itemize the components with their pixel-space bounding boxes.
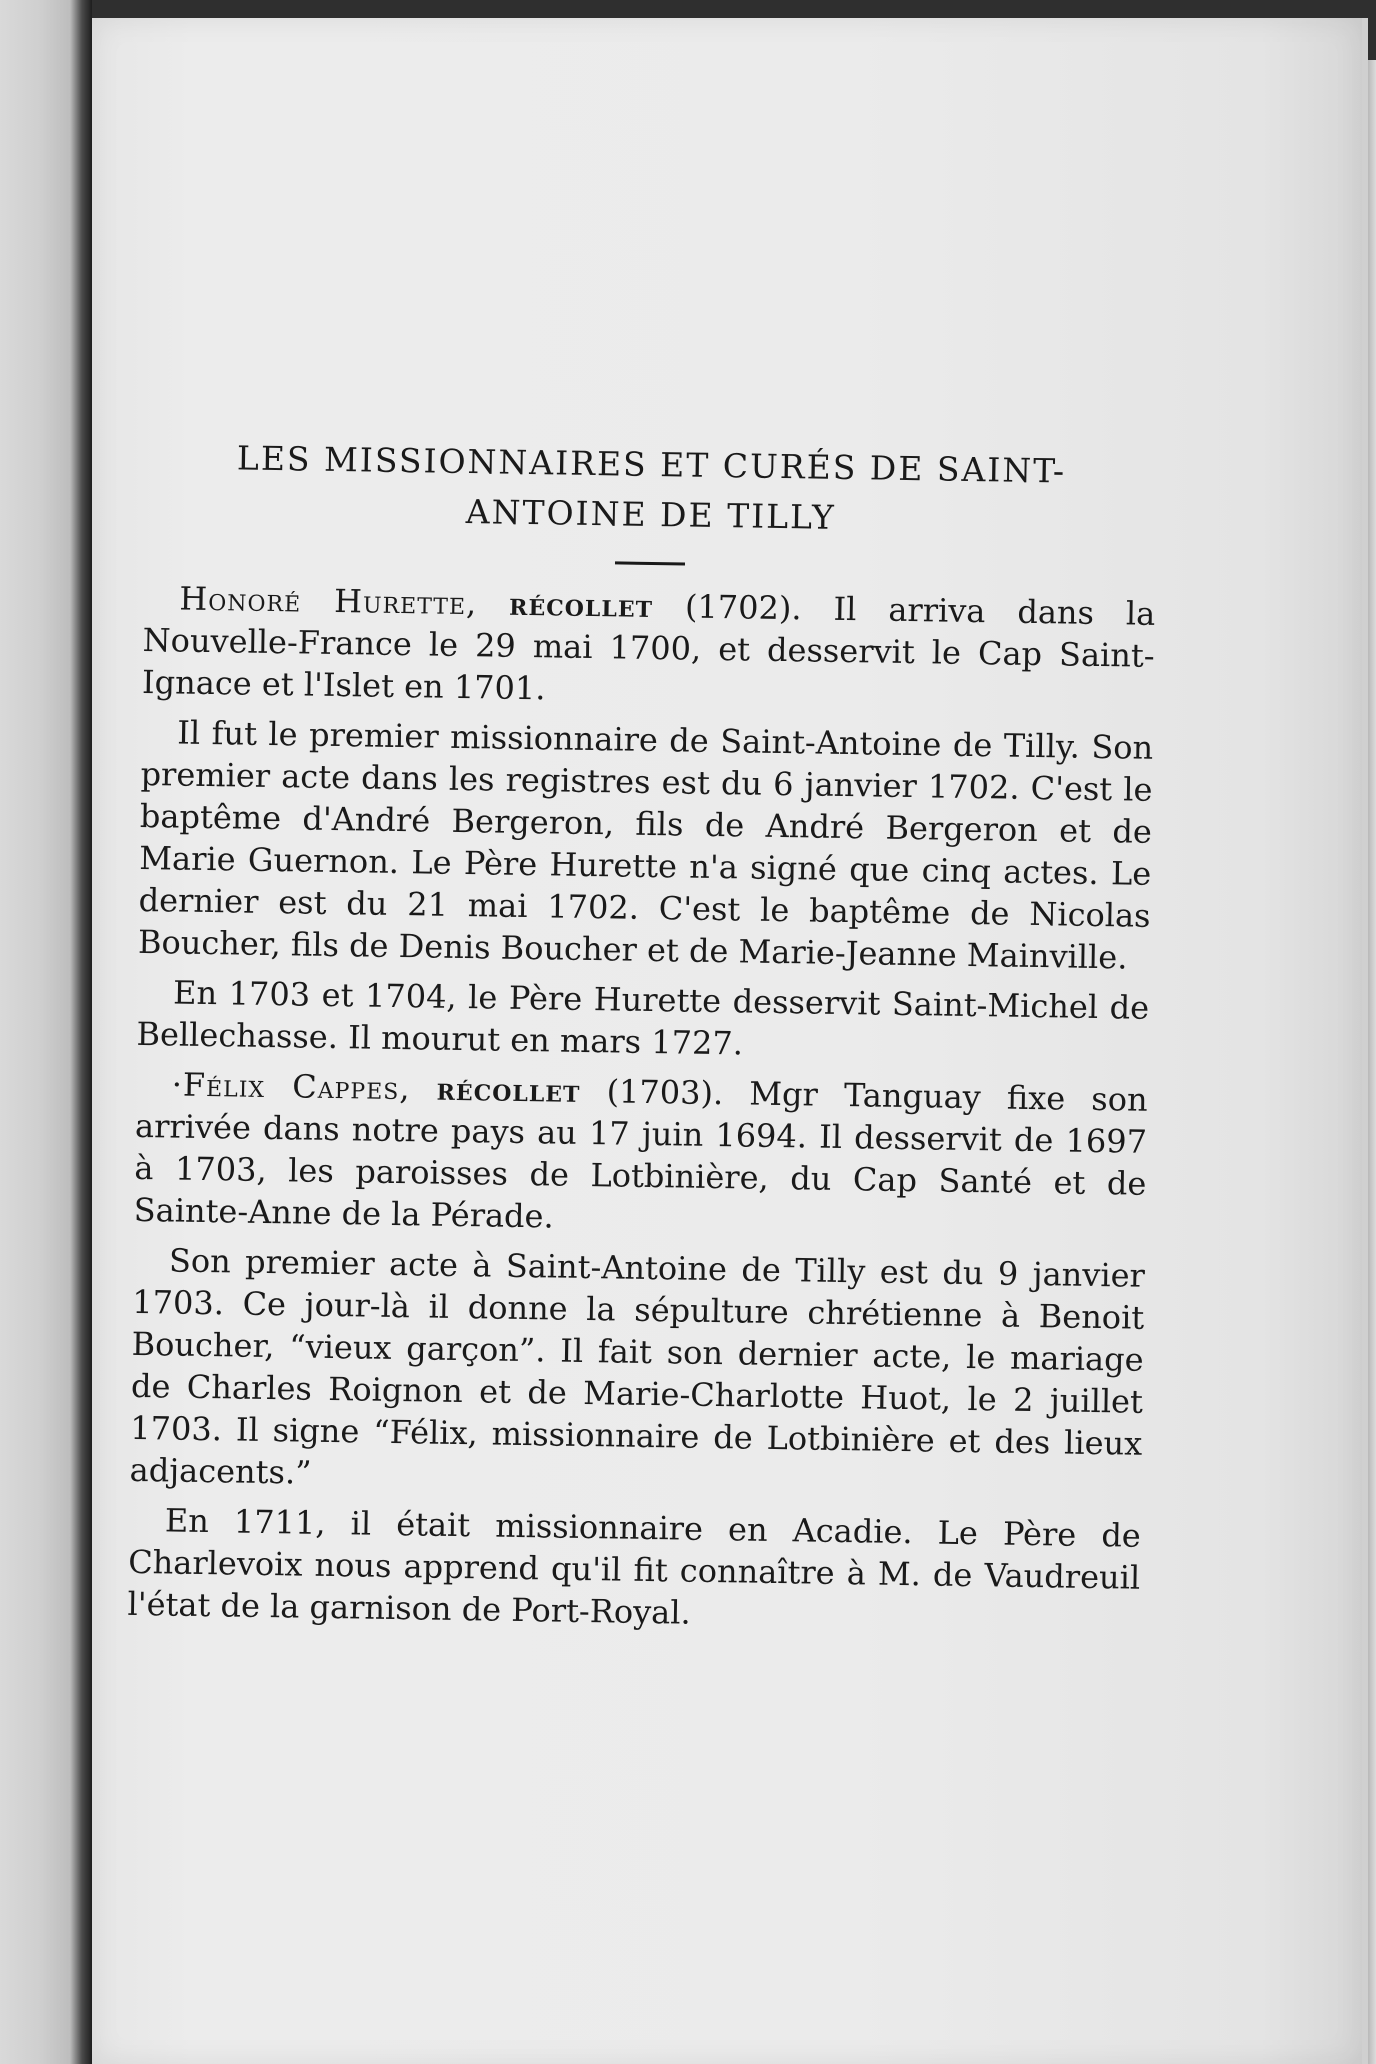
paragraph-hurette-intro (142, 577, 1156, 719)
chapter-title (144, 432, 1157, 548)
previous-page-edge (0, 0, 92, 2064)
paragraph: En 1711, il était missionnaire en Acadie. Le Père de Charlevoix nous apprend qu'il fit connaître à M. de Vaudreuil l'état de la garnison de Port-Royal. (127, 1501, 1142, 1632)
page-text (127, 432, 1158, 1649)
missionary-name: ·Félix Cappes, (171, 1065, 411, 1108)
missionary-name: Honoré Hurette, (179, 579, 478, 623)
paragraph: Son premier acte à Saint-Antoine de Tilly est du 9 janvier 1703. Ce jour-là il donne la sépulture chrétienne à Benoit Boucher, “vieux garçon”. Il fait son dernier acte, le mariage de Charles Roignon et de Marie-Charlotte Huot, le 2 juillet 1703. Il signe “Félix, missionnaire de Lotbinière et des lieux adjacents.” (129, 1241, 1146, 1492)
paragraph: Il fut le premier missionnaire de Saint-Antoine de Tilly. Son premier acte dans les registres est du 6 janvier 1702. C'est le baptême d'André Bergeron, fils de André Bergeron et de Marie Guernon. Le Père Hurette n'a signé que cinq actes. Le dernier est du 21 mai 1702. C'est le baptême de Nicolas Boucher, fils de Denis Boucher et de Marie-Jeanne Mainville. (137, 713, 1154, 977)
paragraph: En 1703 et 1704, le Père Hurette desservit Saint-Michel de Bellechasse. Il mourut en mars 1727. (136, 973, 1150, 1063)
paragraph-text: (1702). Il arriva dans la Nouvelle-France le 29 mai 1700, et desservit le Cap Saint-Ignace et l'Islet en 1701. (141, 586, 1156, 708)
chapter-title-line-2: ANTOINE DE TILLY (465, 492, 836, 537)
religious-order: récollet (508, 584, 654, 625)
religious-order: récollet (436, 1069, 581, 1110)
paragraph-cappes-intro (133, 1063, 1148, 1247)
title-rule (615, 561, 685, 565)
chapter-title-line-1: LES MISSIONNAIRES ET CURÉS DE SAINT- (236, 438, 1067, 491)
paragraph-text: (1703). Mgr Tanguay fixe son arrivée dans notre pays au 17 juin 1694. Il desservit de 1697 à 1703, les paroisses de Lotbinière, du Cap Santé et de Sainte-Anne de la Pérade. (133, 1071, 1148, 1236)
